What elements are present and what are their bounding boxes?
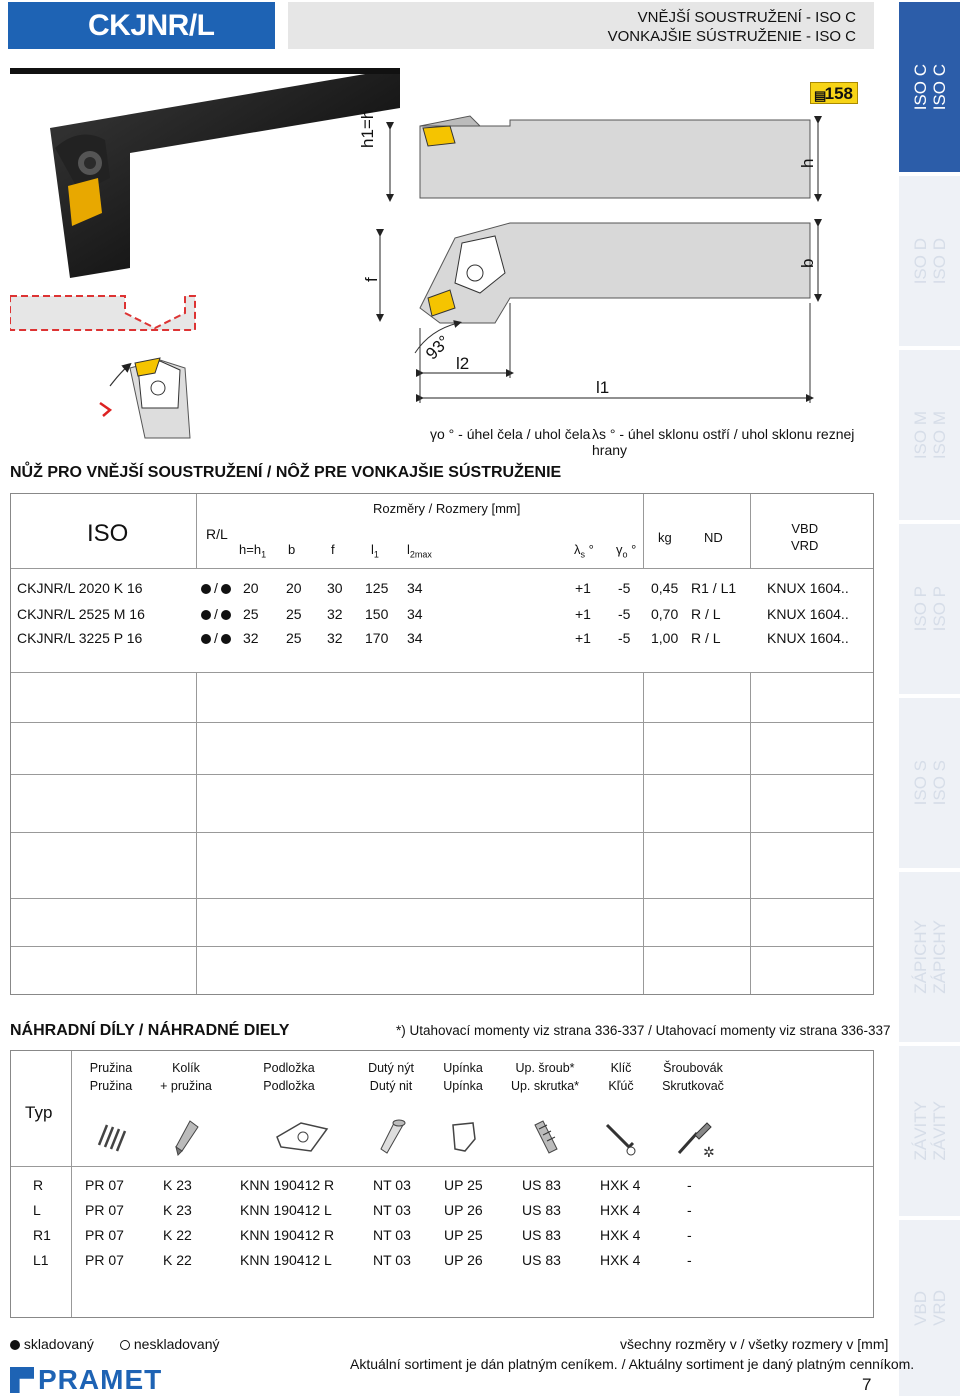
side-tab-label	[911, 411, 949, 459]
cell-part: -	[687, 1202, 692, 1218]
spring-icon	[93, 1117, 129, 1158]
cell-part: NT 03	[373, 1252, 411, 1268]
parts-col-label-1: Klíč	[610, 1061, 632, 1075]
page-ref-badge[interactable]	[810, 82, 858, 104]
col-gamma-deg: °	[631, 542, 637, 557]
hex-key-icon	[603, 1117, 639, 1162]
side-tab-line2: ISO S	[929, 760, 949, 806]
logo-mark-icon	[10, 1367, 34, 1393]
parts-col-label-2: + pružina	[160, 1079, 212, 1093]
parts-col-label-1: Šroubovák	[663, 1061, 723, 1075]
parts-col-label-1: Up. šroub*	[515, 1061, 575, 1075]
nonstock-label: neskladovaný	[133, 1336, 220, 1352]
clamp-icon	[445, 1117, 481, 1162]
cell-vbd: KNUX 1604..	[767, 630, 849, 646]
dim-l1-label: l1	[596, 378, 610, 397]
tool-drawing	[10, 68, 874, 444]
side-tab-line2: ISO P	[929, 586, 949, 632]
cell-nd: R / L	[691, 630, 721, 646]
stock-dot-icon	[221, 634, 231, 644]
parts-col-label-2: Kľúč	[608, 1079, 634, 1093]
cell-part: UP 25	[444, 1227, 483, 1243]
col-nd-header: ND	[704, 530, 723, 545]
nonstock-dot-icon	[120, 1340, 130, 1350]
col-f-header: f	[331, 542, 335, 557]
subtitle-line-1: VNĚJŠÍ SOUSTRUŽENÍ - ISO C	[637, 9, 856, 26]
cell-part: HXK 4	[600, 1252, 641, 1268]
shim-icon	[271, 1117, 331, 1162]
dim-h-label: h	[798, 158, 817, 168]
side-tab-line1: ISO M	[910, 410, 930, 460]
parts-col-label-2: Pružina	[89, 1079, 133, 1093]
dims-group-header: Rozměry / Rozmery [mm]	[373, 501, 521, 516]
col-l2-sub: 2max	[409, 549, 432, 560]
rivet-icon	[373, 1117, 409, 1162]
cell-vbd: KNUX 1604..	[767, 606, 849, 622]
cell-l2: 34	[407, 580, 423, 596]
cell-part: K 23	[163, 1202, 192, 1218]
dim-f-label: f	[362, 277, 381, 282]
cell-l1: 125	[365, 580, 389, 596]
cell-part: K 22	[163, 1227, 192, 1243]
col-l1-text: l	[371, 542, 374, 557]
col-lambda-deg: °	[588, 542, 594, 557]
stock-dot-icon	[201, 584, 211, 594]
side-tab[interactable]	[899, 176, 960, 346]
cell-part: UP 26	[444, 1252, 483, 1268]
side-tab-line2: ISO M	[929, 410, 949, 460]
cell-kg: 0,70	[651, 606, 679, 622]
legend-nonstock	[120, 1336, 220, 1352]
rl-separator: /	[214, 580, 218, 596]
cell-typ: L1	[33, 1252, 49, 1268]
side-tab-line2: ISO D	[929, 237, 949, 285]
cell-gamma: -5	[618, 580, 631, 596]
dim-b-label: b	[798, 258, 817, 268]
side-tab-label	[911, 586, 949, 631]
side-tab-line2: ZÁVITY	[929, 1101, 949, 1161]
cell-vbd: KNUX 1604..	[767, 580, 849, 596]
logo-text: PRAMET	[38, 1364, 163, 1395]
col-l1-header	[371, 542, 379, 560]
stock-label: skladovaný	[23, 1336, 94, 1352]
parts-col-label-2: Skrutkovač	[662, 1079, 724, 1093]
page-ref-icon: ▤	[814, 88, 827, 103]
cell-part: US 83	[522, 1177, 561, 1193]
cell-lambda: +1	[575, 630, 591, 646]
stock-dot-icon	[201, 610, 211, 620]
grid-line	[11, 1166, 873, 1167]
page-title: CKJNR/L	[8, 2, 275, 49]
cell-f: 32	[327, 606, 343, 622]
legend-lambda: λs ° - úhel sklonu ostří / uhol sklonu reznej hrany	[592, 426, 855, 458]
grid-line	[196, 672, 197, 994]
header-subtitle	[288, 2, 874, 49]
col-vbd-line2: VRD	[791, 538, 819, 553]
holder-top-view	[380, 223, 818, 403]
col-vbd-header	[791, 520, 818, 554]
cell-nd: R1 / L1	[691, 580, 737, 596]
cell-part: NT 03	[373, 1202, 411, 1218]
cell-l1: 170	[365, 630, 389, 646]
grid-line	[11, 946, 873, 947]
turning-schematic	[10, 296, 195, 438]
page-number: 7	[862, 1375, 872, 1394]
cell-iso: CKJNR/L 3225 P 16	[17, 630, 143, 646]
pramet-logo	[10, 1366, 162, 1394]
grid-line	[71, 1051, 72, 1317]
section-title: NŮŽ PRO VNĚJŠÍ SOUSTRUŽENÍ / NÔŽ PRE VONKAJŠIE SÚSTRUŽENIE	[10, 464, 562, 481]
parts-col-label-1: Kolík	[172, 1061, 200, 1075]
col-iso-header: ISO	[87, 520, 129, 547]
svg-text:✲: ✲	[703, 1144, 715, 1160]
col-h-sub: 1	[261, 549, 267, 560]
cell-rl	[201, 580, 231, 596]
parts-col-label-2: Upínka	[443, 1079, 483, 1093]
cell-l2: 34	[407, 630, 423, 646]
legend-stock	[10, 1336, 94, 1352]
parts-table	[10, 1050, 874, 1318]
cell-part: HXK 4	[600, 1227, 641, 1243]
grid-line	[11, 672, 873, 673]
cell-typ: L	[33, 1202, 41, 1218]
cell-f: 30	[327, 580, 343, 596]
parts-col-label-2: Podložka	[263, 1079, 315, 1093]
side-tab-line1: ISO P	[910, 586, 930, 632]
cell-part: -	[687, 1227, 692, 1243]
parts-col-label-1: Dutý nýt	[368, 1061, 414, 1075]
cell-part: PR 07	[85, 1252, 124, 1268]
parts-col-label-2: Up. skrutka*	[510, 1079, 580, 1093]
stock-dot-icon	[221, 584, 231, 594]
col-kg-header: kg	[658, 530, 672, 545]
cell-f: 32	[327, 630, 343, 646]
parts-col-header	[653, 1059, 733, 1095]
col-h-text: h=h	[239, 542, 262, 557]
cell-iso: CKJNR/L 2525 M 16	[17, 606, 145, 622]
parts-col-label-1: Pružina	[89, 1061, 133, 1075]
parts-note: *) Utahovací momenty viz strana 336-337 / Utahovací momenty viz strana 336-337	[396, 1023, 891, 1038]
cell-rl	[201, 630, 231, 646]
cell-typ: R1	[33, 1227, 51, 1243]
cell-h: 32	[243, 630, 259, 646]
parts-col-header	[501, 1059, 589, 1095]
cell-part: UP 26	[444, 1202, 483, 1218]
stock-dot-icon	[10, 1340, 20, 1350]
col-h-header	[239, 542, 266, 560]
col-b-header: b	[288, 542, 296, 557]
cell-b: 25	[286, 630, 302, 646]
parts-col-header	[81, 1059, 141, 1095]
dim-h1-label: h1=h	[358, 109, 377, 148]
subtitle-line-2: VONKAJŠIE SÚSTRUŽENIE - ISO C	[607, 28, 856, 45]
parts-col-header	[146, 1059, 226, 1095]
parts-title: NÁHRADNÍ DÍLY / NÁHRADNÉ DIELY	[10, 1022, 290, 1039]
cell-part: K 22	[163, 1252, 192, 1268]
col-vbd-line1: VBD	[791, 521, 819, 536]
side-tab-label	[911, 1290, 949, 1326]
cell-part: KNN 190412 R	[240, 1177, 335, 1193]
sortiment-note: Aktuální sortiment je dán platným ceníkem. / Aktuálny sortiment je daný platným cenníkom.	[350, 1356, 915, 1372]
tool-drawing-panel	[10, 68, 874, 458]
page-ref-number: 158	[824, 84, 853, 103]
cell-b: 25	[286, 606, 302, 622]
spec-table	[10, 493, 874, 995]
cell-part: K 23	[163, 1177, 192, 1193]
cell-part: NT 03	[373, 1227, 411, 1243]
parts-col-label-2: Dutý nit	[369, 1079, 413, 1093]
cell-gamma: -5	[618, 606, 631, 622]
side-tab-line2: VRD	[929, 1290, 949, 1326]
col-lambda-text: λ	[574, 542, 581, 557]
cell-gamma: -5	[618, 630, 631, 646]
screw-icon	[527, 1117, 563, 1162]
rl-separator: /	[214, 630, 218, 646]
cell-part: KNN 190412 L	[240, 1252, 332, 1268]
grid-line	[11, 568, 873, 569]
cell-kg: 0,45	[651, 580, 679, 596]
typ-label: Typ	[25, 1103, 53, 1122]
col-l2-header	[407, 542, 432, 560]
side-tab-line1: ZÁPICHY	[910, 920, 930, 994]
col-gamma-text: γ	[616, 542, 623, 557]
cell-part: PR 07	[85, 1202, 124, 1218]
side-tab[interactable]	[899, 524, 960, 694]
side-tab-line1: VBD	[910, 1290, 930, 1326]
tool-photo	[10, 68, 400, 278]
side-tab-label	[911, 760, 949, 805]
col-l2-text: l	[407, 542, 410, 557]
col-gamma-header	[616, 542, 636, 560]
cell-part: NT 03	[373, 1177, 411, 1193]
side-tab[interactable]	[899, 1046, 960, 1216]
grid-line	[750, 494, 751, 568]
grid-line	[643, 672, 644, 994]
side-tab-line1: ISO D	[910, 237, 930, 285]
cell-part: US 83	[522, 1202, 561, 1218]
side-tab-line1: ISO C	[910, 63, 930, 111]
cell-part: -	[687, 1252, 692, 1268]
col-lambda-sub: s	[580, 549, 585, 560]
cell-part: -	[687, 1177, 692, 1193]
cell-part: HXK 4	[600, 1202, 641, 1218]
side-tab-label	[911, 64, 949, 110]
grid-line	[11, 832, 873, 833]
parts-col-header	[353, 1059, 429, 1095]
holder-side-view	[390, 116, 818, 198]
dims-note: všechny rozměry v / všetky rozmery v [mm]	[620, 1336, 889, 1352]
cell-iso: CKJNR/L 2020 K 16	[17, 580, 143, 596]
side-tab-label	[911, 238, 949, 284]
side-tab-line1: ZÁVITY	[910, 1101, 930, 1161]
cell-part: PR 07	[85, 1227, 124, 1243]
pin-icon	[168, 1117, 204, 1162]
cell-h: 25	[243, 606, 259, 622]
parts-col-header	[589, 1059, 653, 1095]
cell-part: PR 07	[85, 1177, 124, 1193]
col-lambda-header	[574, 542, 594, 560]
cell-kg: 1,00	[651, 630, 679, 646]
dim-angle-label: 93°	[422, 331, 454, 364]
parts-col-header	[429, 1059, 497, 1095]
cell-h: 20	[243, 580, 259, 596]
grid-line	[196, 494, 197, 568]
side-tab-line2: ISO C	[929, 63, 949, 111]
legend-gamma: γo ° - úhel čela / uhol čela	[430, 426, 591, 442]
screwdriver-icon	[675, 1117, 715, 1166]
cell-part: US 83	[522, 1227, 561, 1243]
grid-line	[643, 494, 644, 568]
cell-typ: R	[33, 1177, 44, 1193]
side-tab[interactable]	[899, 872, 960, 1042]
grid-line	[11, 722, 873, 723]
cell-part: US 83	[522, 1252, 561, 1268]
col-l1-sub: 1	[373, 549, 379, 560]
col-gamma-sub: o	[622, 549, 628, 560]
dim-l2-label: l2	[456, 354, 470, 373]
cell-part: KNN 190412 R	[240, 1227, 335, 1243]
grid-line	[11, 898, 873, 899]
side-tab-line1: ISO S	[910, 760, 930, 806]
col-rl-header: R/L	[206, 526, 228, 542]
side-tab[interactable]	[899, 698, 960, 868]
cell-l1: 150	[365, 606, 389, 622]
side-tab[interactable]	[899, 2, 960, 172]
cell-lambda: +1	[575, 606, 591, 622]
cell-rl	[201, 606, 231, 622]
cell-part: KNN 190412 L	[240, 1202, 332, 1218]
cell-lambda: +1	[575, 580, 591, 596]
side-tab-label	[911, 1101, 949, 1161]
parts-col-label-1: Podložka	[263, 1061, 315, 1075]
side-tab[interactable]	[899, 350, 960, 520]
cell-b: 20	[286, 580, 302, 596]
cell-nd: R / L	[691, 606, 721, 622]
stock-dot-icon	[221, 610, 231, 620]
grid-line	[11, 774, 873, 775]
cell-l2: 34	[407, 606, 423, 622]
cell-part: HXK 4	[600, 1177, 641, 1193]
side-tab-line2: ZÁPICHY	[929, 920, 949, 994]
rl-separator: /	[214, 606, 218, 622]
stock-dot-icon	[201, 634, 211, 644]
parts-col-header	[229, 1059, 349, 1095]
parts-col-label-1: Upínka	[443, 1061, 483, 1075]
cell-part: UP 25	[444, 1177, 483, 1193]
side-tab-label	[911, 920, 949, 994]
grid-line	[750, 672, 751, 994]
